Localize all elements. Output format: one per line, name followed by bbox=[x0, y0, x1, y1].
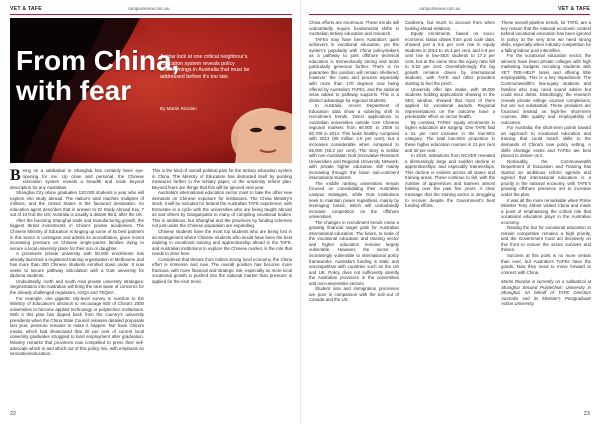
paragraph: Student visa and immigration processes are poor in comparison with the turn-out of Canada and the US. bbox=[309, 286, 399, 303]
paragraph: Shanghai City alone graduates 120,000 students a year who will explore into study abroad. The nation's total reaches multiples of millions, and the United States is the favoured destination. An education agent describes that in answer to Dr Study Abroad Key, 7 out of 10 find the US; Australia is usually a distant third, after the UK. bbox=[10, 190, 144, 218]
paragraph: Undoubtedly, north and south Asia private university strategies: Segmentation into Australian will bring the next wave of concerns for the already challenged regulators, ASQA and TEQSA. bbox=[10, 278, 144, 296]
right-page bbox=[300, 0, 600, 424]
paragraph: Equity enrolments, based on socio-economic status drawn from post code data, showed just a 0.5 per cent rise in equity students in 2014 to 16.3 per cent, and 0.9 per cent rise in low-SES students to 17.2 per cent, but at the same time the equity ratio fell to 0.52 per cent. Overwhelmingly the big growth remains driven by international students, with TAFE and other providers starting to feel the pinch. bbox=[405, 31, 495, 87]
paragraph: By contrast, TAFEs' equity enrolments in higher education are surging. One TAFE had a 51 per cent increase in the low-SES category. The total low-SES proportion in these higher education courses is 21 per cent and 30 per cent. bbox=[405, 119, 495, 153]
page-number: 22 bbox=[10, 411, 17, 417]
paragraph: China efforts are enormous. These trends will undoubtedly require fundamental shifts in Australian tertiary education and research. bbox=[309, 20, 399, 37]
paragraph: Success at this point is no more certain than ever, but Australia's TAFEs have the goods. Now they need to move forward to connect with China. bbox=[501, 252, 591, 275]
right-column-3 bbox=[501, 20, 591, 307]
paragraph: The middle ranking universities remain focused on consolidating their Australian campus strategies, while Go8 institutions seek to maintain power regardless, mainly by leveraging brand, which will undoubtedly increase competition on the offshore universities. bbox=[309, 180, 399, 220]
left-column-1 bbox=[10, 168, 144, 357]
header-rule bbox=[10, 14, 292, 15]
paragraph: It was all the more remarkable when Prime Minister Tony Abbott visited China and made a point of emphasising the critical role that vocational education plays in the Australian economy. bbox=[501, 197, 591, 225]
paragraph: Australia's international education sector must to take the other new demands on Chinese exposure for institutions. The China Ministry's stock, it will be included for federal the Australian TAFE experience, with Entrustee in a cycle with the universities who are being taught abroad as and others by Ganganpatra to many of compiling vocational bodies. This is ambitious, but Shanghai and the provinces by funding schemes not just under the Chinese population are expanding. bbox=[152, 190, 292, 229]
paragraph: In Australia, recent Department of Education data show a sobering shift in recruitment trends. Direct applications to Australian universities outside core Chinese regional markets from 66,000 in 2008 to 60,706 in 2014. This looks healthy compared with 2013 (89 million 2.9 per cent), but it increases considerable when compared to 65,000 (45.2 per cent). The story is similar with non-Australian Go8 (Innovative Research Universities and Regional University Network, with private higher education still mainly increasing through the lotion sub-continent international students. bbox=[309, 103, 399, 181]
paragraph: Canberra, but much to account from when looking ahead relations. bbox=[405, 20, 495, 31]
paragraph: The changes in recruitment trends mean a growing financial target grab for Australian international education. The future, to scale of the vocational education and training sector and higher education remains largely vulnerable. However, the sector is increasingly vulnerable to international policy frameworks. Australia's funding is static and uncompetitive with countries such as the US and UK. Policy does not sufficiently identify the Australian provinces in the universities and non-universities sectors. bbox=[309, 219, 399, 286]
section-label: VET & TAFE bbox=[558, 6, 590, 12]
right-column-1 bbox=[309, 20, 399, 303]
section-label: VET & TAFE bbox=[10, 6, 42, 12]
headline-line-1: From China, bbox=[16, 45, 180, 76]
page-number: 23 bbox=[583, 411, 590, 417]
left-column-2 bbox=[152, 168, 292, 284]
drop-cap: B bbox=[10, 167, 21, 184]
right-column-2 bbox=[405, 20, 495, 209]
author-bio: Martin Riordan is currently on a sabbatical at Shanghai Second Polytechnic University in Shanghai, on behalf of TAFE Directors Australia and its Minister's Postgraduate Action University. bbox=[501, 279, 591, 307]
paragraph: For example, one gigantic city-level survey in reaction to the Ministry of Education's decision to encourage 600 of China's 2000 universities to become applied technology or polytechnic institutions. With it this plan has dipped back from the country's university presidents when the China State Council releases detailed proposals last year, pressure remains to make it happen. Nor have China's media, which had showcased that 20 per cent of current local university graduates struggled to land employment after graduation. Ministry remarks that provinces now compelled to press their sell-advocate which in and which out of this policy mix, with emphasis on innovation/education. bbox=[10, 295, 144, 357]
page-header bbox=[0, 6, 300, 18]
paragraph: In 2016, institutions from NCVER revealed a distressingly large and sudden decline in apprenticeships and especially traineeships. This decline is evident across all states and training areas. These continue to fall, with the number of apprentices and trainees almost halving over the past five years. A clear message that the training sector is struggling to recover despite the Government's best funding efforts. bbox=[405, 153, 495, 209]
paragraph: Being on a sabbatical in Shanghai has certainly been eye-opening for me. Up close and personal, the Chinese education system reveals a breadth and scale beyond description for any Australian. bbox=[10, 167, 144, 190]
page-header bbox=[301, 6, 600, 18]
site-label: campusreview.com.au bbox=[128, 6, 170, 11]
headline bbox=[16, 46, 179, 106]
hero-image bbox=[10, 18, 292, 163]
paragraph: TAFEs may have been Australia's quiet achievers in vocational education, yet the system's popularity with China policymakers as a pathway to joint offshore technical education is tremendously strong and looks particularly generous further. There is no guarantee this position will remain sheltered, however: the costs and process especially with more than 170 degrees now being offered by Australia's TAFEs, and the national visas added to pathway supports. This is a distinct advantage for regional students. bbox=[309, 36, 399, 103]
paragraph: Chinese students have the most top students who are being lost in an arrangement where Chinese students who would have been the best aspiring in vocational training and apprenticeship ahead in the TAFE, and Australian institutions to explore the Chinese market, is the role that needs to drive here. bbox=[152, 229, 292, 257]
site-label: campusreview.com.au bbox=[419, 6, 461, 11]
paragraph: A prominent private university with 55,000 enrolments has already launched a registered training organisation in Melbourne and has more than 300 Chinese students enrolled down under. It now seeks to secure pathway articulation with a Go8 university for diploma students. bbox=[10, 251, 144, 279]
paragraph: Noticeably, the Commonwealth Department of Education and Training has started an ambitious reform agenda and agreed that international education is a priority in the national economy, with TAFE's growing offshore presence set to increase under the plan. bbox=[501, 158, 591, 197]
header-rule bbox=[309, 14, 590, 15]
paragraph: University offer late intake, with 39,000 students holding applications showing in the SES window, showed that most of them applied for vocational awards. Regional representations on the outcome have a predictable effect on sector health. bbox=[405, 86, 495, 120]
headline-line-2: with fear bbox=[16, 75, 132, 106]
paragraph: For Australia, the short-term points toward an approach to vocational education and training that could match skills to the demands of China's new policy setting. A skills shortage exists and TAFEs are best placed to deliver on it. bbox=[501, 125, 591, 159]
paragraph: These overall pipeline trends, for TAFE, are a key reason that the national economic context behind vocational education has been ignored in policy at the very time we need strong skills, especially when industry competition for a falling labour pool intensifies. bbox=[501, 20, 591, 53]
standfirst: A slow lock at one critical neighbour's education system reveals policy shortcomings in Australia that must be addressed before it's too late. bbox=[160, 54, 250, 80]
paragraph: This is the kind of overall political pain for the tertiary education system in China. The Ministry of Education has distracted itself by pointing measures further in the tertiary paper, or the university reform plan. Beyond fears are things that this will be ignored next year. bbox=[152, 168, 292, 190]
paragraph: Considered that threats from India's strong local economy, the China effort is immense and new. The overall position has become more fractious, with more financial and strategic risk, especially as more local vocational growth is pushed into the national market than pressure is applied for the next trend. bbox=[152, 256, 292, 284]
byline: By Martin Riordan bbox=[160, 106, 197, 111]
paragraph: For the vocational education sector, the winners have been private colleges with high marketing budgets recruiting students with VET FEE-HELP loans and offering little employability. This is a key impediment. The Commonwealth's low-equity students and families who may need sound advice but could incur debts. Disturbingly, the research reveals private college courses completions, but are not substantial. These providers are focussed instead on high-fee short-term courses, little quality and employability of outcomes. bbox=[501, 53, 591, 125]
paragraph: Raising the bar for vocational education to remain competitive remains a high priority, and the Government must act decisively on this front to ensure the sector survives and thrives. bbox=[501, 225, 591, 253]
paragraph: After the booming Shanghai trade and manufacturing growth, the biggest threat investments in China's private academies. The Chinese Ministry of Education is singing up some of its best partners in this sector is contingent and admits its accreditation, given recent increasing pressure on Chinese single-parent families trying to secure a local university place for their son or daughter. bbox=[10, 217, 144, 251]
